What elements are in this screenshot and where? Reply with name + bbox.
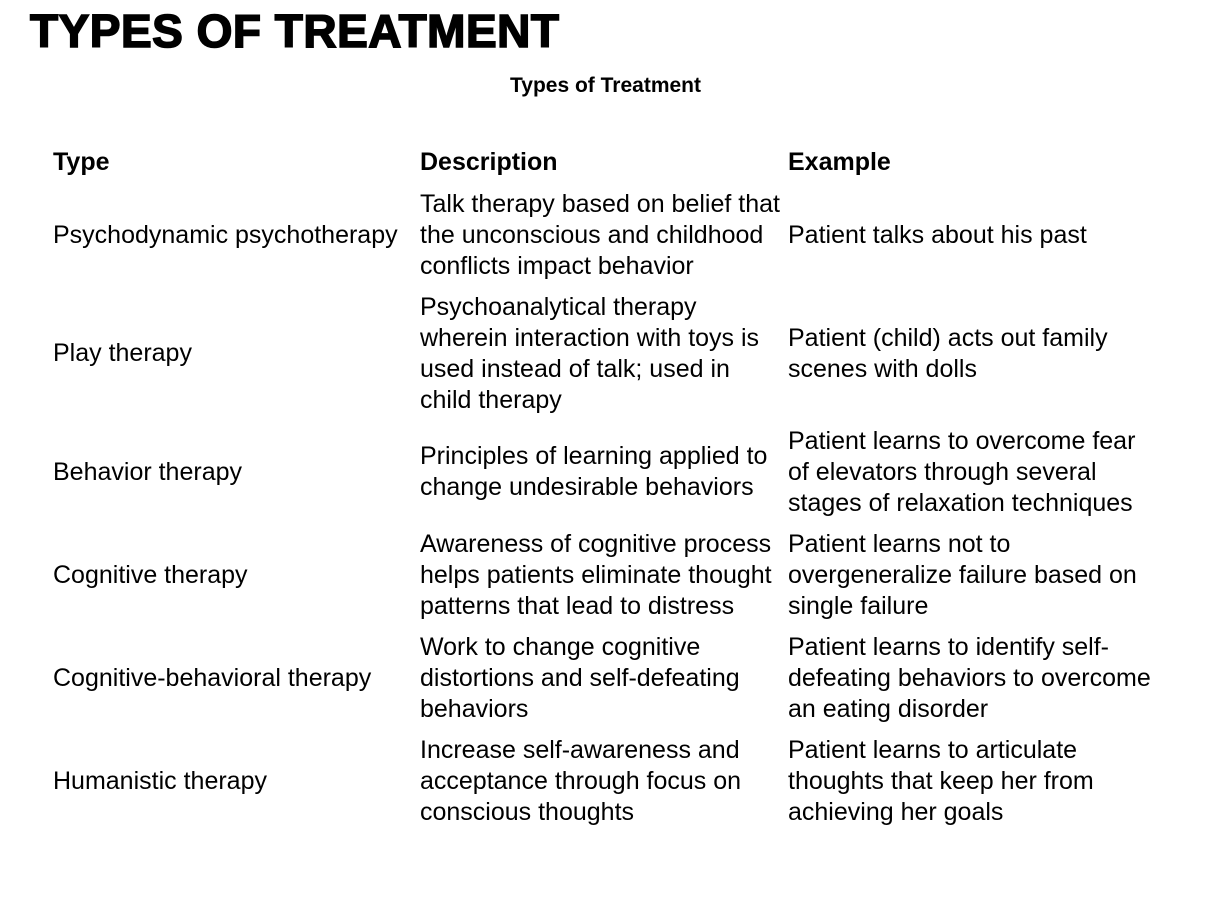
cell-description: Work to change cognitive distortions and self-defeating behaviors [420,632,740,723]
cell-description: Awareness of cognitive process helps patients eliminate thought patterns that lead to distress [420,529,772,620]
cell-type: Cognitive therapy [53,560,248,589]
cell-example: Patient learns to identify self-defeating behaviors to overcome an eating disorder [788,632,1151,723]
table-row [53,730,1158,833]
table-header-row [53,147,1158,184]
cell-type: Play therapy [53,339,192,368]
cell-type: Psychodynamic psychotherapy [53,220,398,249]
page-heading: TYPES OF TREATMENT [30,5,560,57]
types-of-treatment-table [53,147,1158,833]
cell-example: Patient (child) acts out family scenes with dolls [788,323,1108,383]
table-row [53,287,1158,421]
column-header-description: Description [420,147,558,176]
table-section [53,73,1158,833]
table-title: Types of Treatment [510,73,701,97]
cell-example: Patient talks about his past [788,220,1087,249]
cell-type: Cognitive-behavioral therapy [53,663,372,692]
table-row [53,421,1158,524]
document-page [0,6,1217,919]
column-header-example: Example [788,147,891,176]
table-row [53,524,1158,627]
cell-description: Talk therapy based on belief that the unconscious and childhood conflicts impact behavior [420,189,780,280]
cell-example: Patient learns to articulate thoughts that keep her from achieving her goals [788,735,1094,826]
table-row [53,627,1158,730]
cell-example: Patient learns to overcome fear of elevators through several stages of relaxation techniques [788,426,1136,517]
cell-type: Behavior therapy [53,457,243,486]
cell-type: Humanistic therapy [53,766,267,795]
column-header-type: Type [53,147,110,176]
cell-description: Increase self-awareness and acceptance through focus on conscious thoughts [420,735,742,826]
cell-description: Psychoanalytical therapy wherein interaction with toys is used instead of talk; used in child therapy [420,292,760,414]
cell-description: Principles of learning applied to change undesirable behaviors [420,442,768,502]
table-row [53,184,1158,287]
cell-example: Patient learns not to overgeneralize failure based on single failure [788,529,1137,620]
